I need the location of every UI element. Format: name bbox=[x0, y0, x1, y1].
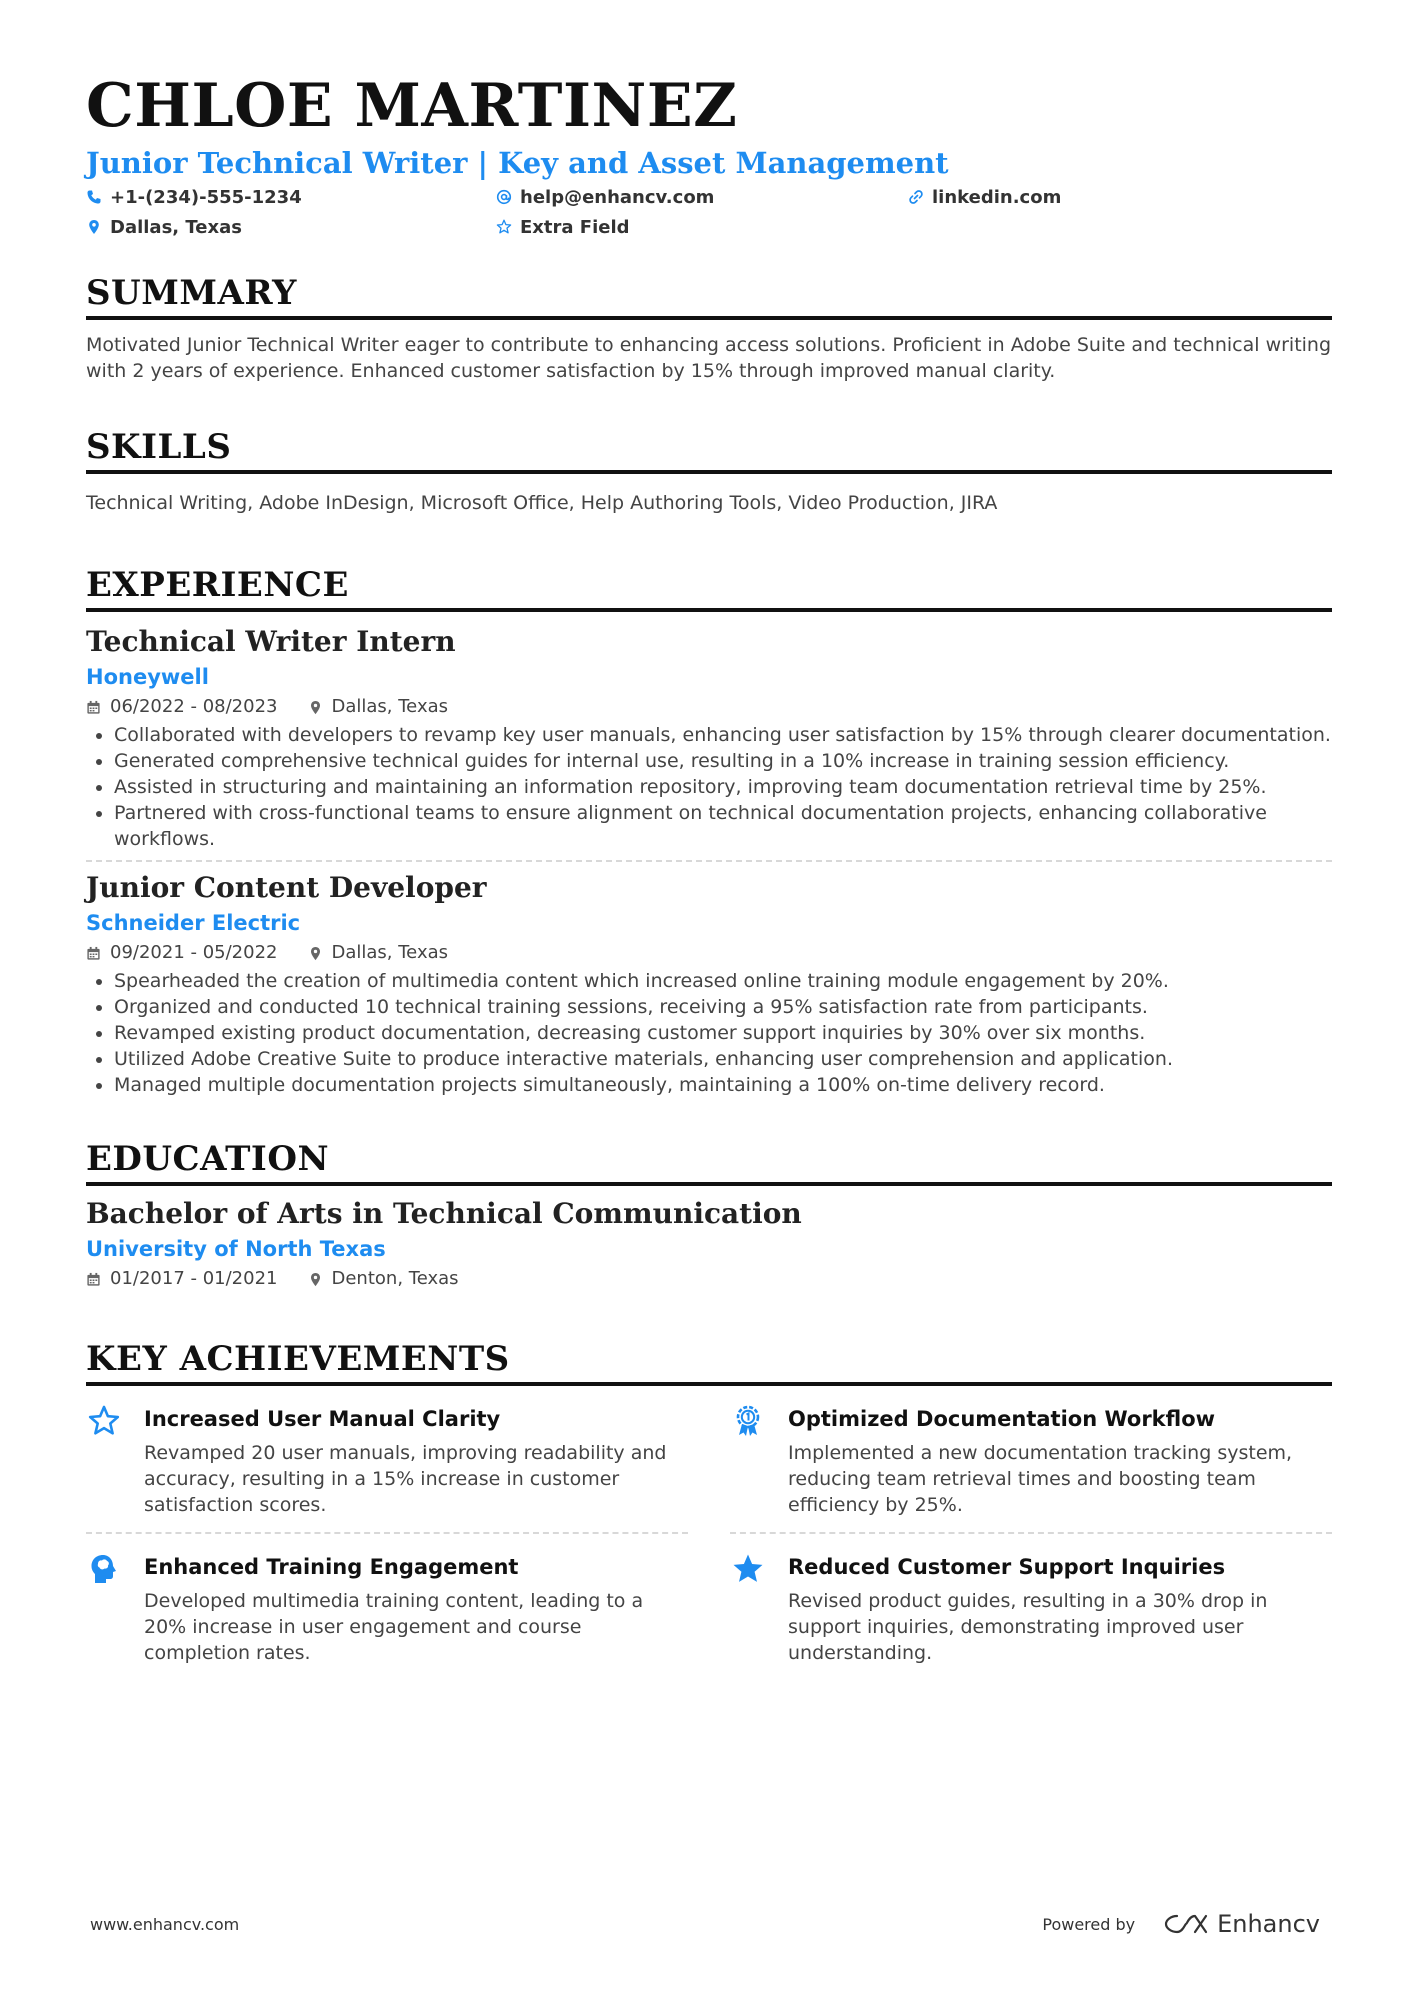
location-pin-icon bbox=[308, 1272, 323, 1287]
job-location: Dallas, Texas bbox=[331, 942, 448, 963]
achievement-item bbox=[86, 1546, 688, 1680]
job-divider bbox=[86, 860, 1332, 862]
list-item: • Partnered with cross-functional teams to ensure alignment on technical documentation projects, enhancing collaborative workflows. bbox=[114, 800, 1332, 852]
education-dates: 01/2017 - 01/2021 bbox=[110, 1268, 278, 1289]
job-title: Junior Content Developer bbox=[86, 871, 487, 904]
location-contact bbox=[86, 216, 496, 238]
job-location: Dallas, Texas bbox=[331, 696, 448, 717]
page-footer bbox=[90, 1910, 1320, 1938]
achievement-item bbox=[730, 1546, 1332, 1680]
experience-section bbox=[86, 564, 1332, 1098]
achievement-item bbox=[730, 1398, 1332, 1532]
list-item: • Collaborated with developers to revamp key user manuals, enhancing user satisfaction by 15% through clearer documentation. bbox=[114, 722, 1332, 748]
summary-heading: SUMMARY bbox=[86, 273, 297, 313]
job-meta bbox=[86, 694, 1332, 720]
star-filled-icon bbox=[730, 1552, 766, 1588]
skills-section bbox=[86, 426, 1332, 516]
education-location: Denton, Texas bbox=[331, 1268, 459, 1289]
calendar-icon bbox=[86, 1272, 101, 1287]
email-contact[interactable] bbox=[496, 186, 908, 208]
footer-branding bbox=[1042, 1910, 1320, 1938]
phone-text: +1-(234)-555-1234 bbox=[110, 186, 302, 208]
job-title: Technical Writer Intern bbox=[86, 625, 456, 658]
education-heading: EDUCATION bbox=[86, 1139, 330, 1179]
list-item: • Generated comprehensive technical guides for internal use, resulting in a 10% increase in training session efficiency. bbox=[114, 748, 1332, 774]
extra-contact bbox=[496, 216, 908, 238]
achievement-title: Increased User Manual Clarity bbox=[144, 1407, 501, 1431]
at-icon bbox=[496, 189, 512, 205]
extra-text: Extra Field bbox=[520, 216, 630, 238]
skills-heading: SKILLS bbox=[86, 427, 232, 467]
skills-text: Technical Writing, Adobe InDesign, Microsoft Office, Help Authoring Tools, Video Production, JIRA bbox=[86, 492, 998, 514]
job-dates: 06/2022 - 08/2023 bbox=[110, 696, 278, 717]
powered-by-label: Powered by bbox=[1042, 1914, 1136, 1934]
education-section bbox=[86, 1138, 1332, 1292]
star-outline-icon bbox=[496, 219, 512, 235]
job-dates: 09/2021 - 05/2022 bbox=[110, 942, 278, 963]
achievement-divider bbox=[86, 1532, 688, 1534]
achievements-heading: KEY ACHIEVEMENTS bbox=[86, 1339, 510, 1379]
achievements-grid bbox=[86, 1398, 1332, 1680]
list-item: • Spearheaded the creation of multimedia content which increased online training module engagement by 20%. bbox=[114, 968, 1332, 994]
location-pin-icon bbox=[308, 700, 323, 715]
skills-rule bbox=[86, 470, 1332, 474]
calendar-icon bbox=[86, 700, 101, 715]
list-item: • Assisted in structuring and maintaining an information repository, improving team documentation retrieval time by 25%. bbox=[114, 774, 1332, 800]
job-entry bbox=[86, 870, 1332, 1098]
company-name: Honeywell bbox=[86, 665, 209, 689]
award-ribbon-icon bbox=[730, 1404, 766, 1440]
candidate-title: Junior Technical Writer | Key and Asset Management bbox=[86, 146, 949, 180]
brand-name: Enhancv bbox=[1217, 1910, 1320, 1938]
company-name: Schneider Electric bbox=[86, 911, 301, 935]
phone-contact[interactable] bbox=[86, 186, 496, 208]
achievements-section bbox=[86, 1338, 1332, 1680]
achievement-divider bbox=[730, 1532, 1332, 1534]
achievement-title: Enhanced Training Engagement bbox=[144, 1555, 519, 1579]
summary-text: Motivated Junior Technical Writer eager to contribute to enhancing access solutions. Proficient in Adobe Suite and technical writing with 2 years of experience. Enhanced customer satisfaction by 15% through improved manual clarity. bbox=[86, 334, 1332, 382]
job-meta bbox=[86, 940, 1332, 966]
achievement-desc: Developed multimedia training content, leading to a 20% increase in user engagement and course completion rates. bbox=[144, 1590, 644, 1664]
candidate-name: CHLOE MARTINEZ bbox=[86, 71, 738, 141]
location-pin-icon bbox=[86, 219, 102, 235]
phone-icon bbox=[86, 189, 102, 205]
achievement-item bbox=[86, 1398, 688, 1532]
job-bullets bbox=[86, 968, 1332, 1098]
list-item: • Managed multiple documentation projects simultaneously, maintaining a 100% on-time delivery record. bbox=[114, 1072, 1332, 1098]
linkedin-contact[interactable] bbox=[908, 186, 1328, 208]
linkedin-text: linkedin.com bbox=[932, 186, 1062, 208]
enhancv-logo[interactable] bbox=[1163, 1910, 1320, 1938]
achievement-desc: Revised product guides, resulting in a 30% drop in support inquiries, demonstrating improved user understanding. bbox=[788, 1590, 1268, 1664]
list-item: • Organized and conducted 10 technical training sessions, receiving a 95% satisfaction rate from participants. bbox=[114, 994, 1332, 1020]
location-text: Dallas, Texas bbox=[110, 216, 242, 238]
job-entry bbox=[86, 624, 1332, 852]
achievement-desc: Revamped 20 user manuals, improving readability and accuracy, resulting in a 15% increase in customer satisfaction scores. bbox=[144, 1442, 667, 1516]
achievements-rule bbox=[86, 1382, 1332, 1386]
calendar-icon bbox=[86, 946, 101, 961]
list-item: • Revamped existing product documentation, decreasing customer support inquiries by 30% over six months. bbox=[114, 1020, 1332, 1046]
achievement-desc: Implemented a new documentation tracking system, reducing team retrieval times and boosting team efficiency by 25%. bbox=[788, 1442, 1293, 1516]
school-name: University of North Texas bbox=[86, 1237, 386, 1261]
job-bullets bbox=[86, 722, 1332, 852]
list-item: • Utilized Adobe Creative Suite to produce interactive materials, enhancing user comprehension and application. bbox=[114, 1046, 1332, 1072]
location-pin-icon bbox=[308, 946, 323, 961]
email-text: help@enhancv.com bbox=[520, 186, 715, 208]
contact-info bbox=[86, 186, 1332, 238]
head-brain-icon bbox=[86, 1552, 122, 1588]
education-rule bbox=[86, 1182, 1332, 1186]
star-outline-icon bbox=[86, 1404, 122, 1440]
enhancv-logo-icon bbox=[1163, 1913, 1209, 1935]
summary-section bbox=[86, 272, 1332, 384]
link-icon bbox=[908, 189, 924, 205]
footer-website[interactable]: www.enhancv.com bbox=[90, 1914, 240, 1934]
summary-rule bbox=[86, 316, 1332, 320]
degree-title: Bachelor of Arts in Technical Communication bbox=[86, 1197, 802, 1230]
achievement-title: Optimized Documentation Workflow bbox=[788, 1407, 1216, 1431]
resume-page bbox=[86, 70, 1332, 1680]
education-meta bbox=[86, 1266, 1332, 1292]
experience-heading: EXPERIENCE bbox=[86, 565, 349, 605]
achievement-title: Reduced Customer Support Inquiries bbox=[788, 1555, 1226, 1579]
experience-rule bbox=[86, 608, 1332, 612]
